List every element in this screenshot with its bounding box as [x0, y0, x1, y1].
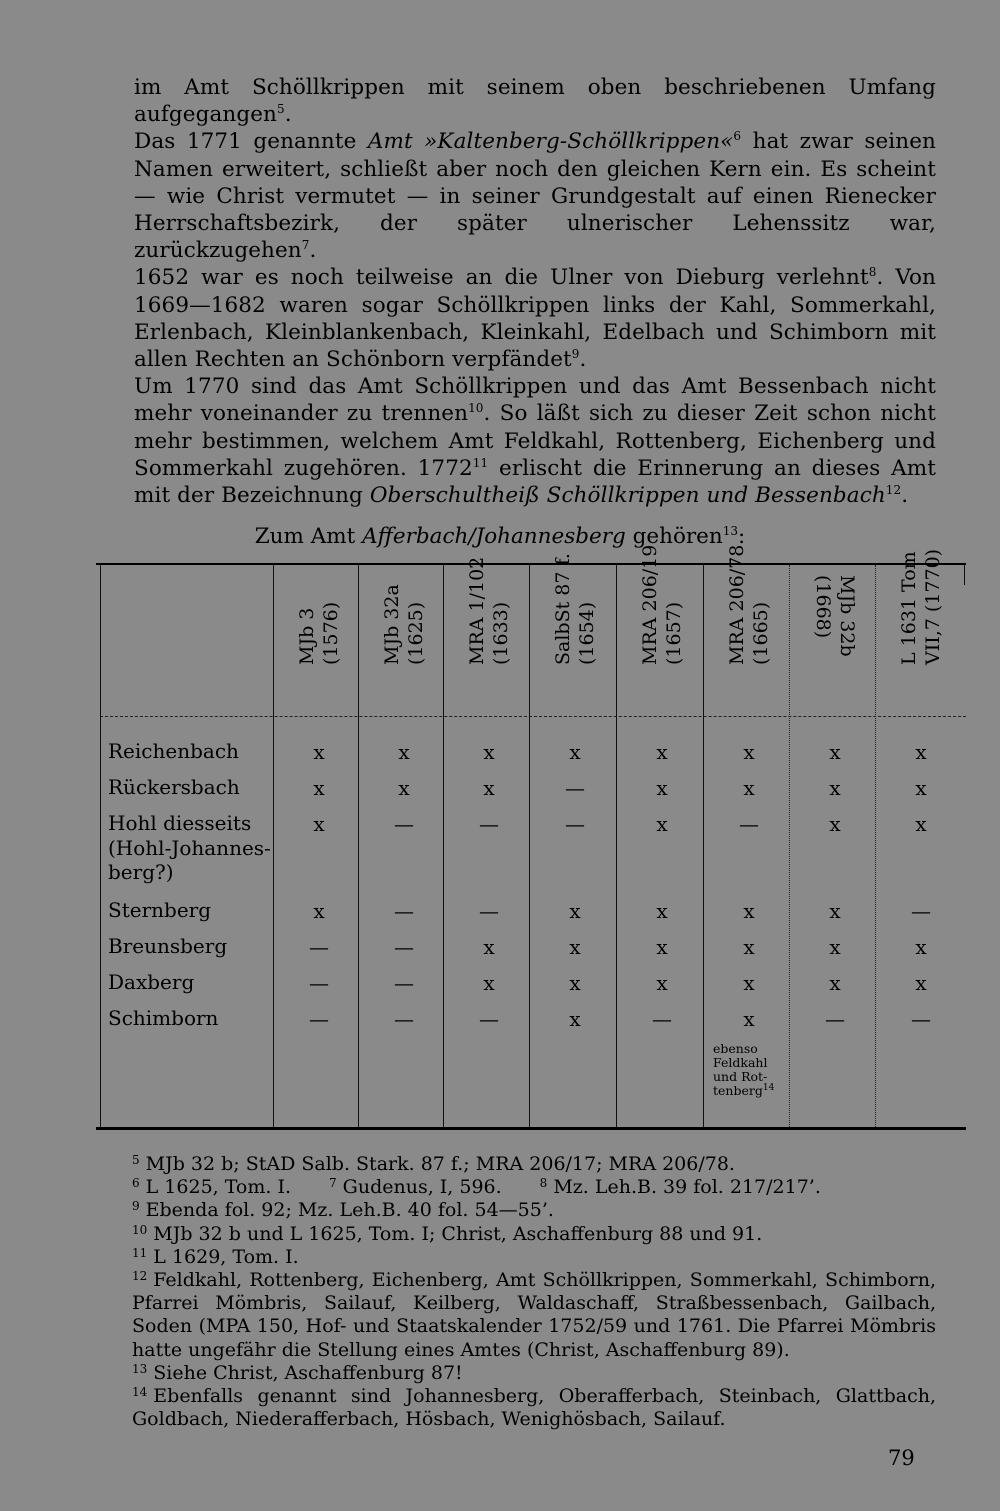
table-cell: x — [656, 740, 668, 764]
table-cell: x — [569, 740, 581, 764]
text-run: 1652 war es noch teilweise an die Ulner von Dieburg verlehnt — [134, 265, 869, 291]
table-cell: x — [743, 740, 755, 764]
membership-table — [96, 544, 966, 1130]
table-cell: x — [829, 812, 841, 836]
column-year: (1625) — [405, 601, 427, 665]
column-source: MRA 206/19 — [639, 544, 661, 665]
footnote-ref: 12 — [885, 483, 902, 498]
footnote-ref: 5 — [276, 102, 285, 117]
row-label — [108, 970, 278, 995]
table-cell: — — [394, 812, 414, 836]
row-label-line: Schimborn — [108, 1006, 219, 1030]
table-cell: x — [915, 971, 927, 995]
column-header-1 — [276, 575, 362, 713]
table-cell: — — [825, 1007, 845, 1031]
row-label — [108, 811, 278, 885]
table-cell: — — [479, 1007, 499, 1031]
text-run: . — [284, 102, 292, 128]
table-cell: — — [309, 971, 329, 995]
column-header-text — [465, 557, 513, 665]
table-cell: x — [656, 935, 668, 959]
footnote-ref: 7 — [301, 238, 310, 253]
footnotes — [132, 1153, 936, 1431]
text-run: Das 1771 genannte — [134, 129, 368, 155]
footnote — [132, 1176, 936, 1199]
column-year: (1576) — [320, 601, 342, 665]
text-run: erlischt die Erinnerung an dieses Amt mit der Bezeichnung — [134, 455, 936, 509]
table-cell: x — [313, 812, 325, 836]
column-source: MJb 32a — [381, 584, 403, 665]
table-caption — [0, 523, 1000, 550]
table-bottom-rule — [96, 1127, 966, 1130]
table-cell: x — [829, 935, 841, 959]
caption-italic: Afferbach/Johannesberg — [362, 524, 626, 549]
table-column-rule — [964, 565, 965, 585]
text-run: . Von 1669—1682 waren sogar Schöllkrippen links der Kahl, Sommerkahl, Erlenbach, Kleinblankenbach, Kleinkahl, Edelbach und Schimborn mit allen Rechten an Schönborn verpfändet — [134, 265, 936, 373]
footnote-number: 8 — [539, 1176, 548, 1191]
footnote-text: L 1625, Tom. I. — [145, 1176, 292, 1199]
caption-suffix: gehören — [625, 524, 723, 549]
table-cell: x — [656, 899, 668, 923]
table-cell: x — [915, 935, 927, 959]
note-line: und Rot- — [713, 1069, 768, 1084]
table-cell: — — [479, 899, 499, 923]
paragraph-4 — [134, 373, 936, 509]
table-cell: — — [394, 899, 414, 923]
text-run: . So läßt sich zu dieser Zeit schon nicht mehr bestimmen, welchem Amt Feldkahl, Rottenberg, Eichenberg und Sommerkahl zugehören. 1772 — [134, 401, 936, 481]
table-cell: x — [829, 740, 841, 764]
column-year: (1665) — [750, 601, 772, 665]
column-source: MJb 3 — [296, 607, 318, 665]
text-run: im Amt Schöllkrippen mit seinem oben beschriebenen Umfang aufgegangen — [134, 75, 936, 128]
table-cell: x — [743, 935, 755, 959]
column-header-text — [897, 549, 945, 665]
footnote-text: Ebenfalls genannt sind Johannesberg, Oberafferbach, Steinbach, Glattbach, Goldbach, Niederafferbach, Hösbach, Wenighösbach, Sailauf. — [132, 1385, 936, 1431]
footnote-text: Feldkahl, Rottenberg, Eichenberg, Amt Schöllkrippen, Sommerkahl, Schimborn, Pfarrei Mömbris, Sailauf, Keilberg, Waldaschaff, Straßbessenbach, Gailbach, Soden (MPA 150, Hof- und Staatskalender 1752/59 und 1761. Die Pfarrei Mömbris hatte ungefähr die Stellung eines Amtes (Christ, Aschaffenburg 89). — [132, 1269, 936, 1361]
row-label — [108, 775, 278, 800]
column-year: (1654) — [576, 601, 598, 665]
row-label — [108, 739, 278, 764]
row-label — [108, 1006, 278, 1031]
table-cell: — — [309, 1007, 329, 1031]
table-cell: x — [656, 812, 668, 836]
table-cell: — — [565, 776, 585, 800]
table-cell: x — [398, 776, 410, 800]
footnote-number: 12 — [132, 1269, 148, 1284]
table-cell: x — [313, 740, 325, 764]
column-header-text — [725, 545, 773, 665]
footnote-number: 5 — [132, 1153, 140, 1167]
table-cell: x — [313, 899, 325, 923]
column-header-8 — [878, 548, 964, 713]
footnote-number: 9 — [132, 1199, 140, 1214]
column-header-text — [811, 575, 859, 657]
paragraph-1 — [134, 74, 936, 128]
table-cell: x — [483, 740, 495, 764]
note-line: ebenso — [713, 1041, 758, 1056]
footnote-number: 14 — [132, 1385, 148, 1400]
column-source: MRA 206/78 — [726, 544, 748, 665]
page-number: 79 — [888, 1446, 915, 1470]
table-cell: x — [483, 935, 495, 959]
column-source: MRA 1/102 — [466, 556, 488, 665]
footnote-ref: 14 — [762, 1083, 775, 1093]
footnote-number: 13 — [132, 1361, 148, 1376]
footnote — [132, 1362, 936, 1385]
column-header-text — [295, 602, 343, 665]
column-source: L 1631 Tom — [898, 551, 920, 665]
footnote — [132, 1223, 936, 1246]
footnote-number: 10 — [132, 1222, 148, 1237]
footnote-ref: 9 — [571, 347, 580, 362]
column-header-6 — [706, 544, 792, 713]
table-cell: x — [398, 740, 410, 764]
table-cell: x — [829, 971, 841, 995]
footnote-text: MJb 32 b; StAD Salb. Stark. 87 f.; MRA 206/17; MRA 206/78. — [145, 1153, 735, 1175]
caption-prefix: Zum Amt — [254, 524, 363, 549]
text-run: . — [309, 238, 317, 264]
table-top-rule — [96, 563, 966, 565]
footnote-number: 7 — [329, 1176, 337, 1191]
table-cell: — — [911, 1007, 931, 1031]
table-cell: — — [652, 1007, 672, 1031]
footnote-ref: 8 — [868, 265, 877, 280]
row-label-line: berg?) — [108, 860, 174, 884]
column-header-text — [638, 545, 686, 665]
footnote-text: Gudenus, I, 596. — [342, 1176, 502, 1199]
row-label — [108, 898, 278, 923]
table-cell: x — [313, 776, 325, 800]
caption-footnote-ref: 13 — [722, 524, 739, 538]
table-cell: — — [479, 812, 499, 836]
note-line: tenberg$^{14}$ — [713, 1083, 775, 1098]
column-header-2 — [361, 575, 447, 713]
table-cell: x — [569, 1007, 581, 1031]
table-cell: — — [911, 899, 931, 923]
table-cell-note — [713, 1042, 774, 1098]
footnote-number: 6 — [132, 1176, 140, 1191]
table-cell: x — [829, 899, 841, 923]
table-cell: — — [394, 971, 414, 995]
row-label-line: Daxberg — [108, 970, 195, 994]
body-text — [134, 74, 936, 509]
table-cell: x — [743, 971, 755, 995]
table-cell: x — [915, 740, 927, 764]
table-cell: x — [569, 971, 581, 995]
footnote-ref: 10 — [468, 401, 484, 416]
table-cell: x — [656, 776, 668, 800]
italic-run: Oberschultheiß Schöllkrippen und Bessenbach — [369, 483, 886, 509]
footnote — [132, 1153, 936, 1176]
caption-end: : — [738, 524, 746, 549]
row-label — [108, 934, 278, 959]
note-line: Feldkahl — [713, 1055, 768, 1070]
table-cell: — — [739, 812, 759, 836]
column-header-3 — [446, 556, 532, 713]
footnote-gap — [502, 1176, 540, 1198]
italic-run: Amt »Kaltenberg-Schöllkrippen« — [367, 129, 734, 155]
text-run: . — [579, 347, 587, 373]
footnote — [132, 1385, 936, 1431]
footnote-ref: 6 — [733, 129, 742, 144]
row-label-line: Rückersbach — [108, 775, 240, 799]
footnote — [132, 1269, 936, 1362]
table-cell: — — [394, 1007, 414, 1031]
row-label-line: Sternberg — [108, 898, 212, 922]
table-cell: — — [565, 812, 585, 836]
table-cell: x — [483, 971, 495, 995]
footnote — [132, 1199, 936, 1222]
row-label-line: Breunsberg — [108, 934, 228, 958]
text-run: Um 1770 sind das Amt Schöllkrippen und das Amt Bessenbach nicht mehr voneinander zu trennen — [134, 374, 936, 427]
row-label-line: Reichenbach — [108, 739, 239, 763]
paragraph-2 — [134, 128, 936, 264]
footnote-number: 11 — [132, 1245, 148, 1260]
column-year: (1657) — [663, 601, 685, 665]
row-label-line: (Hohl-Johannes- — [108, 835, 271, 860]
column-header-text — [380, 584, 428, 665]
paragraph-3 — [134, 264, 936, 373]
footnote-text: Siehe Christ, Aschaffenburg 87! — [153, 1361, 463, 1384]
table-cell: — — [309, 935, 329, 959]
text-run: . — [901, 483, 909, 509]
table-cell: — — [394, 935, 414, 959]
column-header-7 — [792, 575, 878, 713]
table-cell: x — [569, 899, 581, 923]
footnote — [132, 1246, 936, 1269]
table-cell: x — [743, 776, 755, 800]
column-header-text — [551, 553, 599, 665]
footnote-gap — [291, 1176, 329, 1198]
row-label-line: Hohl diesseits — [108, 811, 252, 835]
column-header-5 — [619, 544, 705, 713]
footnote-text: MJb 32 b und L 1625, Tom. I; Christ, Aschaffenburg 88 und 91. — [153, 1222, 763, 1245]
table-cell: x — [915, 812, 927, 836]
table-cell: x — [743, 899, 755, 923]
column-source: SalbSt 87 f. — [552, 553, 574, 665]
table-cell: x — [569, 935, 581, 959]
text-run: hat zwar seinen Namen erweitert, schließt aber noch den gleichen Kern ein. Es scheint — wie Christ vermutet — in seiner Grundgestalt auf einen Rienecker Herrschaftsbezirk, der später ulnerischer Lehenssitz war, zurückzugehen — [134, 129, 936, 264]
table-header-rule — [100, 716, 966, 717]
footnote-ref: 11 — [472, 455, 489, 470]
table-cell: x — [829, 776, 841, 800]
column-header-4 — [532, 553, 618, 713]
table-column-rule — [100, 565, 101, 1127]
footnote-text: Mz. Leh.B. 39 fol. 217/217’. — [553, 1176, 821, 1199]
footnote-text: Ebenda fol. 92; Mz. Leh.B. 40 fol. 54—55’. — [145, 1199, 554, 1222]
table-cell: x — [656, 971, 668, 995]
table-cell: x — [915, 776, 927, 800]
column-source: MJb 32b — [836, 575, 858, 657]
table-cell: x — [743, 1007, 755, 1031]
column-year: (1668) — [812, 575, 834, 639]
column-year: (1633) — [490, 601, 512, 665]
table-cell: x — [483, 776, 495, 800]
footnote-text: L 1629, Tom. I. — [153, 1245, 299, 1268]
column-year: VII,7 (1770) — [922, 548, 944, 665]
